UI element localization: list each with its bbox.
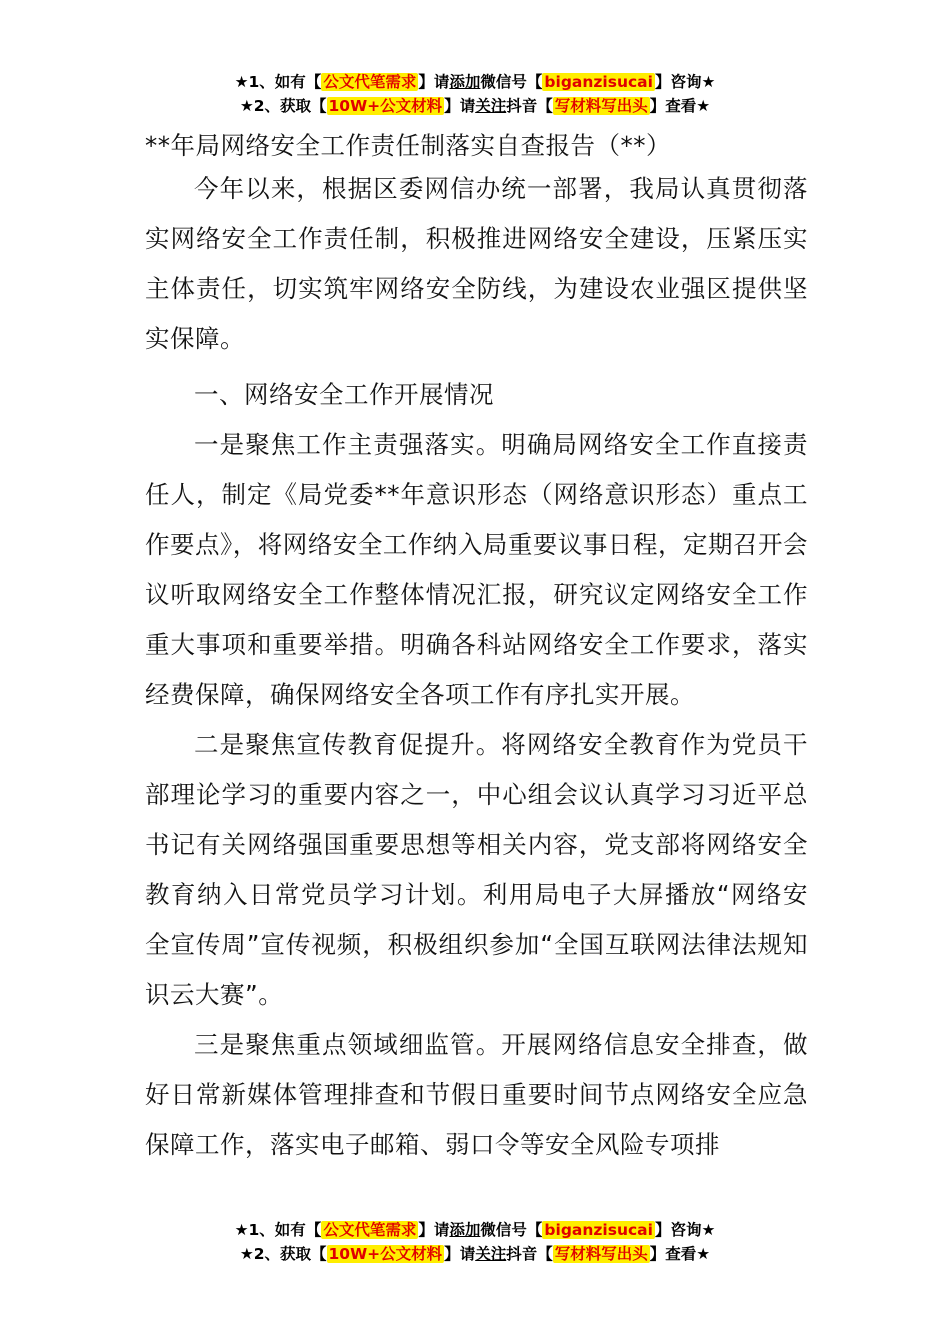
- bracket: 】: [418, 73, 434, 91]
- banner-text: 查看★: [665, 97, 711, 115]
- banner-line-1: [0, 1218, 950, 1242]
- banner-text: 抖音: [506, 97, 538, 115]
- banner-text: 微信号: [480, 73, 527, 91]
- bracket: 【: [537, 97, 553, 115]
- document-title: **年局网络安全工作责任制落实自查报告（**）: [145, 131, 671, 160]
- bracket: 】: [444, 1245, 460, 1263]
- banner-text: 查看★: [665, 1245, 711, 1263]
- paragraph-1: 一是聚焦工作主责强落实。明确局网络安全工作直接责任人，制定《局党委**年意识形态（网络意识形态）重点工作要点》，将网络安全工作纳入局重要议事日程，定期召开会议听取网络安全工作整体情况汇报，研究议定网络安全工作重大事项和重要举措。明确各科站网络安全工作要求，落实经费保障，确保网络安全各项工作有序扎实开展。: [145, 430, 808, 709]
- underlined-text: 关注: [475, 97, 507, 115]
- bracket: 】: [654, 1221, 671, 1239]
- bracket: 】: [444, 97, 460, 115]
- bracket: 】: [654, 73, 671, 91]
- banner-text: 请: [459, 97, 476, 115]
- bracket: 【: [311, 97, 327, 115]
- banner-text: 微信号: [480, 1221, 527, 1239]
- bracket: 【: [537, 1245, 553, 1263]
- banner-text: ★2、获取: [239, 97, 311, 115]
- banner-text: 抖音: [506, 1245, 538, 1263]
- highlight-materials: 10W+公文材料: [328, 1245, 443, 1263]
- bracket: 】: [418, 1221, 434, 1239]
- highlight-service: 公文代笔需求: [323, 1221, 417, 1239]
- highlight-douyin-account: 写材料写出头: [554, 97, 648, 115]
- header-banner: [0, 70, 950, 118]
- banner-text: ★1、如有: [234, 1221, 306, 1239]
- banner-text: ★2、获取: [239, 1245, 311, 1263]
- underlined-text: 添加: [449, 73, 481, 91]
- paragraph-2: 二是聚焦宣传教育促提升。将网络安全教育作为党员干部理论学习的重要内容之一，中心组会议认真学习习近平总书记有关网络强国重要思想等相关内容，党支部将网络安全教育纳入日常党员学习计划。利用局电子大屏播放“网络安全宣传周”宣传视频，积极组织参加“全国互联网法律法规知识云大赛”。: [145, 730, 808, 1009]
- banner-text: 咨询★: [670, 73, 716, 91]
- underlined-text: 添加: [449, 1221, 481, 1239]
- banner-line-1: [0, 70, 950, 94]
- bracket: 】: [649, 97, 666, 115]
- highlight-materials: 10W+公文材料: [328, 97, 443, 115]
- bracket: 】: [649, 1245, 666, 1263]
- paragraph-3: 三是聚焦重点领域细监管。开展网络信息安全排查，做好日常新媒体管理排查和节假日重要时间节点网络安全应急保障工作，落实电子邮箱、弱口令等安全风险专项排: [145, 1030, 808, 1159]
- banner-text: 请: [433, 1221, 450, 1239]
- banner-text: 咨询★: [670, 1221, 716, 1239]
- banner-text: ★1、如有: [234, 73, 306, 91]
- banner-line-2: [0, 1242, 950, 1266]
- bracket: 【: [305, 1221, 322, 1239]
- highlight-wechat-id: biganzisucai: [544, 1221, 653, 1239]
- highlight-douyin-account: 写材料写出头: [554, 1245, 648, 1263]
- intro-paragraph: 今年以来，根据区委网信办统一部署，我局认真贯彻落实网络安全工作责任制，积极推进网络安全建设，压紧压实主体责任，切实筑牢网络安全防线，为建设农业强区提供坚实保障。: [145, 174, 808, 353]
- highlight-wechat-id: biganzisucai: [544, 73, 653, 91]
- banner-text: 请: [433, 73, 450, 91]
- banner-text: 请: [459, 1245, 476, 1263]
- underlined-text: 关注: [475, 1245, 507, 1263]
- highlight-service: 公文代笔需求: [323, 73, 417, 91]
- document-body: [145, 128, 808, 1170]
- bracket: 【: [526, 73, 543, 91]
- bracket: 【: [305, 73, 322, 91]
- footer-banner: [0, 1218, 950, 1266]
- bracket: 【: [526, 1221, 543, 1239]
- bracket: 【: [311, 1245, 327, 1263]
- banner-line-2: [0, 94, 950, 118]
- section-heading: 一、网络安全工作开展情况: [194, 380, 494, 409]
